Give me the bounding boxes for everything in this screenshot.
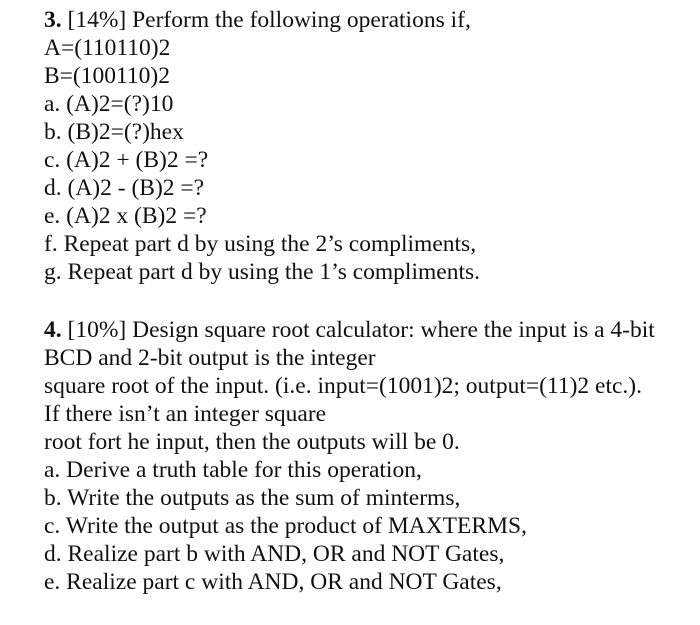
- question-4-line: b. Write the outputs as the sum of minterms,: [44, 485, 461, 511]
- question-3-line: e. (A)2 x (B)2 =?: [44, 203, 207, 229]
- question-4-line: root fort he input, then the outputs will be 0.: [44, 429, 460, 455]
- question-4-line: a. Derive a truth table for this operation,: [44, 457, 422, 483]
- question-4-line: d. Realize part b with AND, OR and NOT Gates,: [44, 541, 505, 567]
- question-4-line: c. Write the output as the product of MAXTERMS,: [44, 513, 527, 539]
- question-3-header: [44, 6, 471, 34]
- question-4-header: [44, 316, 655, 344]
- question-4-line: If there isn’t an integer square: [44, 401, 327, 427]
- question-4-line: e. Realize part c with AND, OR and NOT Gates,: [44, 569, 502, 595]
- question-4-title: [10%] Design square root calculator: where the input is a 4-bit: [61, 317, 655, 343]
- question-3-number: 3.: [44, 7, 62, 33]
- question-3-line: a. (A)2=(?)10: [44, 91, 174, 117]
- question-4-line: square root of the input. (i.e. input=(1001)2; output=(11)2 etc.).: [44, 373, 642, 399]
- question-3-line: g. Repeat part d by using the 1’s compliments.: [44, 259, 480, 285]
- question-3-title: [14%] Perform the following operations if,: [61, 7, 471, 33]
- question-3-line: b. (B)2=(?)hex: [44, 119, 184, 145]
- question-3-line: d. (A)2 - (B)2 =?: [44, 175, 205, 201]
- question-4-number: 4.: [44, 317, 62, 343]
- question-3-line: c. (A)2 + (B)2 =?: [44, 147, 209, 173]
- question-3-line: f. Repeat part d by using the 2’s compliments,: [44, 231, 477, 257]
- question-4-line: BCD and 2-bit output is the integer: [44, 345, 376, 371]
- question-3-line: A=(110110)2: [44, 35, 171, 61]
- question-3-line: B=(100110)2: [44, 63, 170, 89]
